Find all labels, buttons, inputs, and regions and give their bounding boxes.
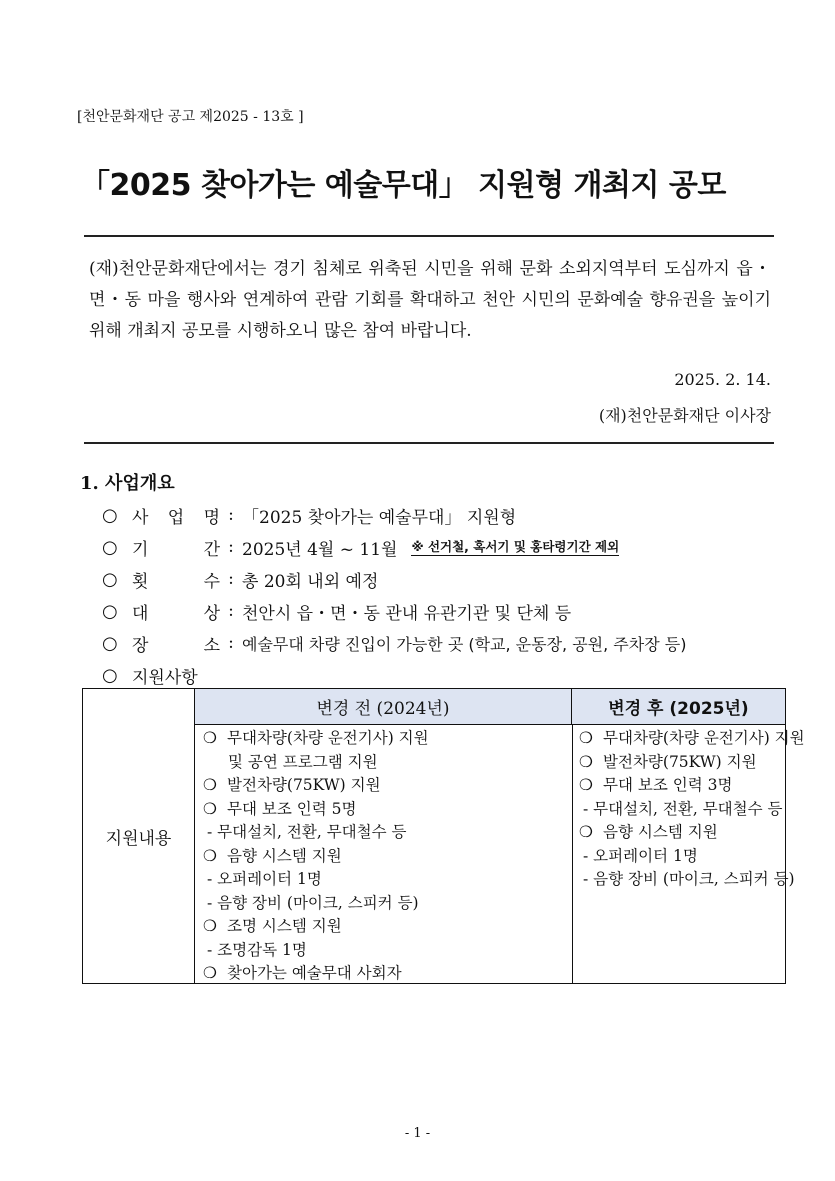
- item-label: 사 업 명: [132, 507, 220, 528]
- page-number: - 1 -: [404, 1126, 431, 1141]
- circle-bullet-icon: ❍: [203, 799, 217, 818]
- circle-bullet-icon: ○: [102, 568, 118, 590]
- item-label: 기 간: [132, 539, 220, 560]
- circle-bullet-icon: ❍: [203, 917, 217, 935]
- section-heading: 1. 사업개요: [80, 473, 175, 494]
- circle-bullet-icon: ❍: [579, 752, 593, 771]
- item-label: 장 소: [132, 635, 220, 656]
- table-line-text: - 무대설치, 전환, 무대철수 등: [207, 823, 407, 841]
- table-line: [579, 751, 784, 775]
- overview-list: [102, 499, 772, 691]
- item-label: 횟 수: [132, 571, 220, 592]
- table-line-text: 조명 시스템 지원: [227, 917, 342, 935]
- table-line: [203, 939, 569, 963]
- circle-bullet-icon: ❍: [579, 729, 593, 747]
- table-line-text: - 오퍼레이터 1명: [207, 870, 322, 888]
- table-line-text: 음향 시스템 지원: [603, 823, 718, 841]
- table-line-text: - 음향 장비 (마이크, 스피커 등): [583, 870, 795, 888]
- header-after: 변경 후 (2025년): [572, 689, 785, 725]
- table-line: [203, 821, 569, 845]
- list-item-count: ○ 횟 수 : 총 20회 내외 예정: [102, 568, 379, 592]
- table-line-text: - 음향 장비 (마이크, 스피커 등): [207, 893, 419, 912]
- table-line-text: 발전차량(75KW) 지원: [603, 752, 757, 771]
- support-heading: 지원사항: [132, 667, 198, 688]
- table-line-text: 무대 보조 인력 3명: [603, 776, 733, 794]
- bottom-divider: [84, 442, 774, 444]
- table-line: [579, 845, 784, 869]
- circle-bullet-icon: ❍: [579, 776, 593, 794]
- table-line: [579, 727, 805, 751]
- circle-bullet-icon: ❍: [203, 776, 217, 794]
- table-line: [203, 915, 569, 939]
- before-column: [203, 727, 569, 986]
- list-item-location: ○ 장 소 : 예술무대 차량 진입이 가능한 곳 (학교, 운동장, 공원, 주차장 등): [102, 632, 687, 656]
- list-item-target: ○ 대 상 : 천안시 읍・면・동 관내 유관기관 및 단체 등: [102, 600, 572, 624]
- table-line-text: 발전차량(75KW) 지원: [227, 776, 381, 794]
- circle-bullet-icon: ❍: [203, 964, 217, 982]
- table-line: [203, 962, 569, 986]
- table-line-text: - 오퍼레이터 1명: [583, 846, 698, 865]
- period-note: ※ 선거철, 혹서기 및 홍타령기간 제외: [411, 538, 620, 554]
- table-line: [203, 798, 569, 822]
- table-line: [579, 774, 784, 798]
- table-line: [203, 868, 569, 892]
- header-before: 변경 전 (2024년): [195, 689, 572, 725]
- list-item-period: ○ 기 간 : 2025년 4월 ~ 11월 ※ 선거철, 혹서기 및 홍타령기간 제외: [102, 536, 620, 560]
- table-line: [203, 774, 569, 798]
- row-label: 지원내용: [83, 689, 195, 983]
- table-line: [203, 727, 569, 751]
- support-table: [82, 688, 805, 984]
- table-line: [203, 845, 569, 869]
- table-line-text: 찾아가는 예술무대 사회자: [227, 964, 402, 982]
- item-value: 천안시 읍・면・동 관내 유관기관 및 단체 등: [242, 603, 572, 624]
- item-label: 대 상: [132, 603, 220, 624]
- intro-paragraph: (재)천안문화재단에서는 경기 침체로 위축된 시민을 위해 문화 소외지역부터 도심까지 읍・면・동 마을 행사와 연계하여 관람 기회를 확대하고 천안 시민의 문화예술 향유권을 높이기 위해 개최지 공모를 시행하오니 많은 참여 바랍니다.: [89, 259, 771, 341]
- table-line-text: 무대차량(차량 운전기사) 지원: [227, 729, 429, 747]
- item-value: 예술무대 차량 진입이 가능한 곳 (학교, 운동장, 공원, 주차장 등): [242, 634, 687, 654]
- table-line: [203, 751, 569, 775]
- circle-bullet-icon: ❍: [579, 823, 593, 841]
- item-value: 총 20회 내외 예정: [242, 571, 379, 592]
- issuer: (재)천안문화재단 이사장: [598, 406, 771, 425]
- table-line-text: - 조명감독 1명: [207, 940, 307, 959]
- after-column: [579, 727, 805, 892]
- circle-bullet-icon: ○: [102, 664, 118, 686]
- table-line-text: - 무대설치, 전환, 무대철수 등: [583, 799, 783, 818]
- circle-bullet-icon: ○: [102, 600, 118, 622]
- item-value: 「2025 찾아가는 예술무대」 지원형: [242, 507, 517, 528]
- table-line-text: 음향 시스템 지원: [227, 846, 342, 865]
- page-title: 「2025 찾아가는 예술무대」 지원형 개최지 공모: [80, 168, 726, 203]
- table-line: [579, 868, 795, 892]
- table-line: [203, 892, 569, 916]
- list-item-support: [102, 659, 772, 691]
- circle-bullet-icon: ❍: [203, 846, 217, 865]
- top-divider: [84, 235, 774, 237]
- table-line-text: 및 공연 프로그램 지원: [228, 752, 378, 771]
- table-line: [579, 821, 784, 845]
- announcement-date: 2025. 2. 14.: [674, 370, 771, 389]
- circle-bullet-icon: ○: [102, 632, 118, 654]
- circle-bullet-icon: ❍: [203, 729, 217, 747]
- table-line-text: 무대차량(차량 운전기사) 지원: [603, 729, 805, 747]
- table-line-text: 무대 보조 인력 5명: [227, 799, 357, 818]
- notice-number: [천안문화재단 공고 제2025 - 13호 ]: [77, 109, 304, 125]
- list-item-project-name: ○ 사 업 명 : 「2025 찾아가는 예술무대」 지원형: [102, 504, 517, 528]
- circle-bullet-icon: ○: [102, 536, 118, 558]
- circle-bullet-icon: ○: [102, 504, 118, 526]
- table-line: [579, 798, 784, 822]
- column-divider: [572, 725, 573, 983]
- item-value: 2025년 4월 ~ 11월: [242, 539, 398, 560]
